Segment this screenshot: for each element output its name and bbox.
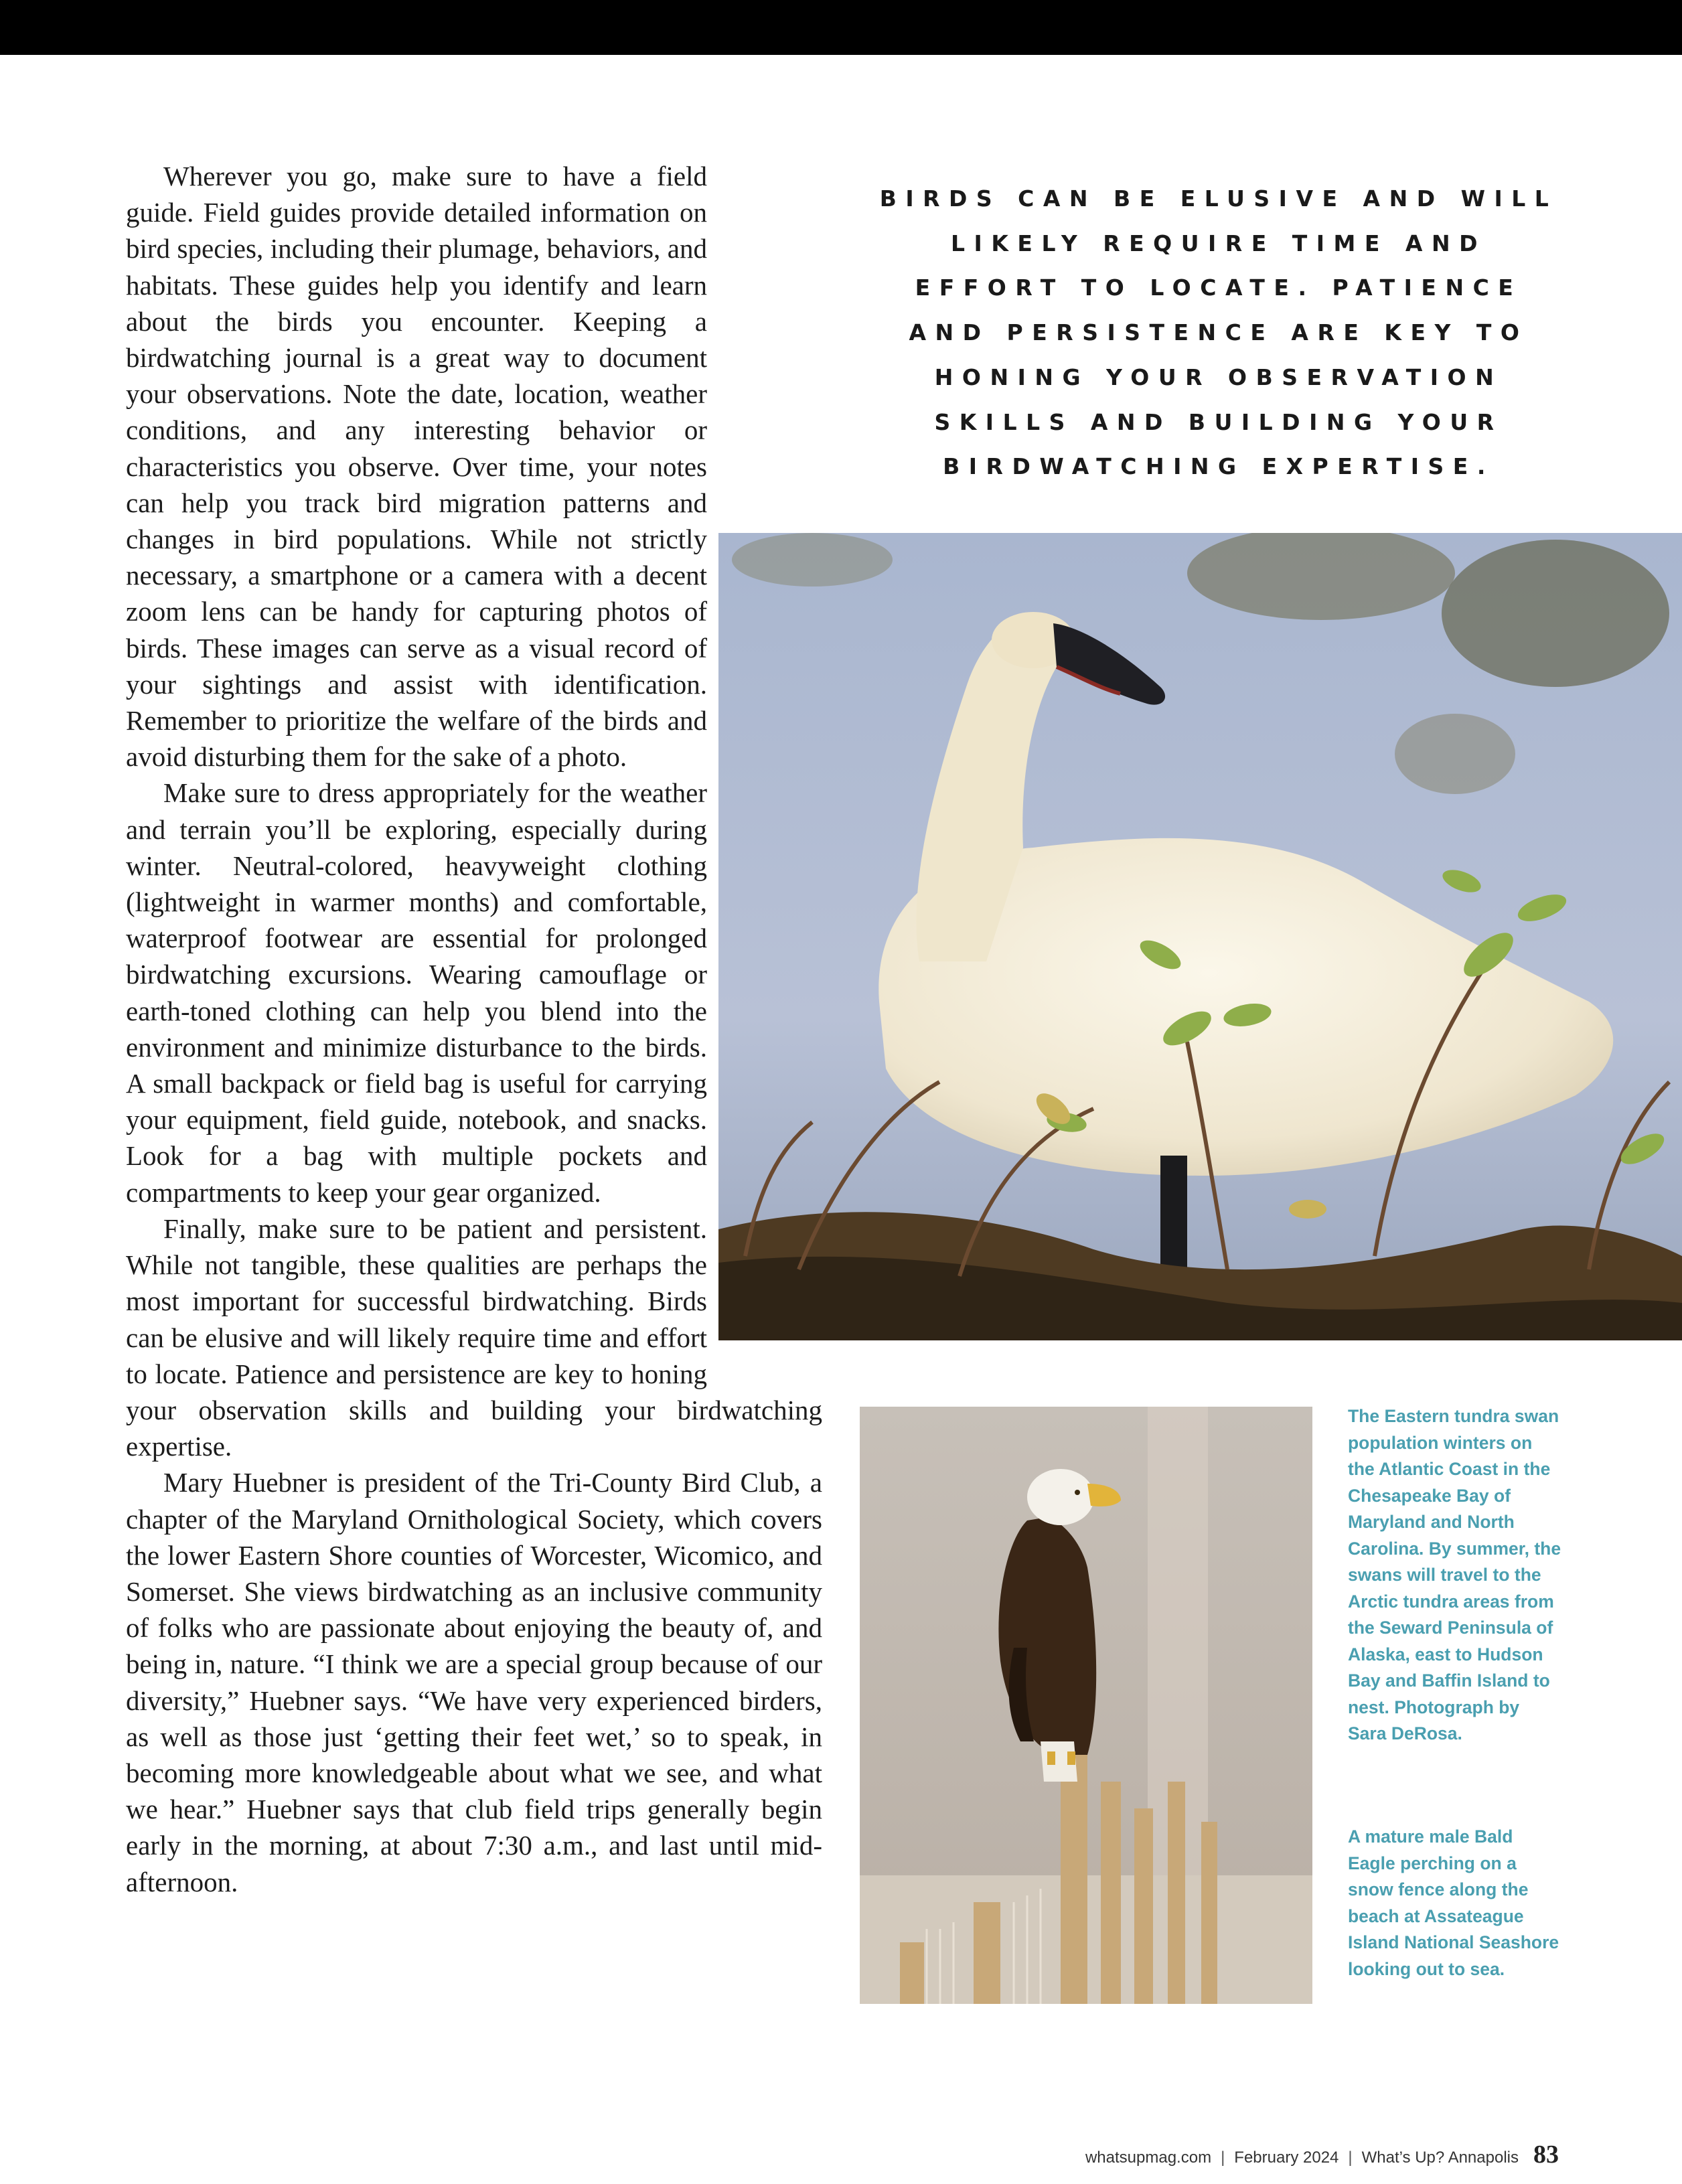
page-number: 83 [1533, 2140, 1559, 2169]
paragraph-dress: Make sure to dress appropriately for the weather and terrain you’ll be exploring, especially during winter. Neutral-colored, heavyweight clothing (lightweight in warmer months) and comfortable, waterproof footwear are essential for prolonged birdwatching excursions. Wearing camouflage or earth-toned clothing can help you blend into the environment and minimize disturbance to the birds. A small backpack or field bag is useful for carrying your equipment, field guide, notebook, and snacks. Look for a bag with multiple pockets and compartments to keep your gear organized. [126, 777, 707, 1208]
footer-issue: February 2024 [1234, 2149, 1339, 2167]
swan-photo [718, 533, 1682, 1340]
paragraph-patience: Finally, make sure to be patient and persistent. While not tangible, these qualities are perhaps the most important for successful birdwatching. Birds can be elusive and will likely require time and effort to locate. Patience and persistence are key to honing your observation skills and building your birdwatching expertise. [126, 1213, 822, 1462]
swan-caption: The Eastern tundra swan population winters on the Atlantic Coast in the Chesapeake Bay of Maryland and North Carolina. By summer, the swans will travel to the Arctic tundra areas from the Seward Peninsula of Alaska, east to Hudson Bay and Baffin Island to nest. Photograph by Sara DeRosa. [1348, 1406, 1561, 1743]
footer-site: whatsupmag.com [1085, 2149, 1212, 2167]
paragraph-field-guide: Wherever you go, make sure to have a field guide. Field guides provide detailed information on bird species, including their plumage, behaviors, and habitats. These guides help you identify and learn about the birds you encounter. Keeping a birdwatching journal is a great way to document your observations. Note the date, location, weather conditions, and any interesting behavior or characteristics you observe. Over time, your notes can help you track bird migration patterns and changes in bird populations. While not strictly necessary, a smartphone or a camera with a decent zoom lens can be handy for capturing photos of birds. These images can serve as a visual record of your sightings and assist with identification. Remember to prioritize the welfare of the birds and avoid disturbing them for the sake of a photo. [126, 161, 707, 773]
footer-magazine: What’s Up? Annapolis [1361, 2149, 1519, 2167]
footer-separator: | [1348, 2149, 1353, 2167]
top-black-bar [0, 0, 1682, 55]
pull-quote: BIRDS CAN BE ELUSIVE AND WILL LIKELY REQUIRE TIME AND EFFORT TO LOCATE. PATIENCE AND PERSISTENCE ARE KEY TO HONING YOUR OBSERVATION SKILLS AND BUILDING YOUR BIRDWATCHING EXPERTISE. [879, 185, 1558, 480]
eagle-caption: A mature male Bald Eagle perching on a snow fence along the beach at Assateague Island National Seashore looking out to sea. [1348, 1826, 1559, 1979]
eagle-photo [860, 1407, 1312, 2004]
paragraph-mary-huebner: Mary Huebner is president of the Tri-County Bird Club, a chapter of the Maryland Ornithological Society, which covers the lower Eastern Shore counties of Worcester, Wicomico, and Somerset. She views birdwatching as an inclusive community of folks who are passionate about enjoying the beauty of, and being in, nature. “I think we are a special group because of our diversity,” Huebner says. “We have very experienced birders, as well as those just ‘getting their feet wet,’ so to speak, in becoming more knowledgeable about what we see, and what we hear.” Huebner says that club field trips generally begin early in the morning, at about 7:30 a.m., and last until mid-afternoon. [126, 1467, 822, 1897]
footer-separator: | [1221, 2149, 1225, 2167]
article-body [126, 158, 822, 1900]
page-footer [1085, 2140, 1559, 2169]
